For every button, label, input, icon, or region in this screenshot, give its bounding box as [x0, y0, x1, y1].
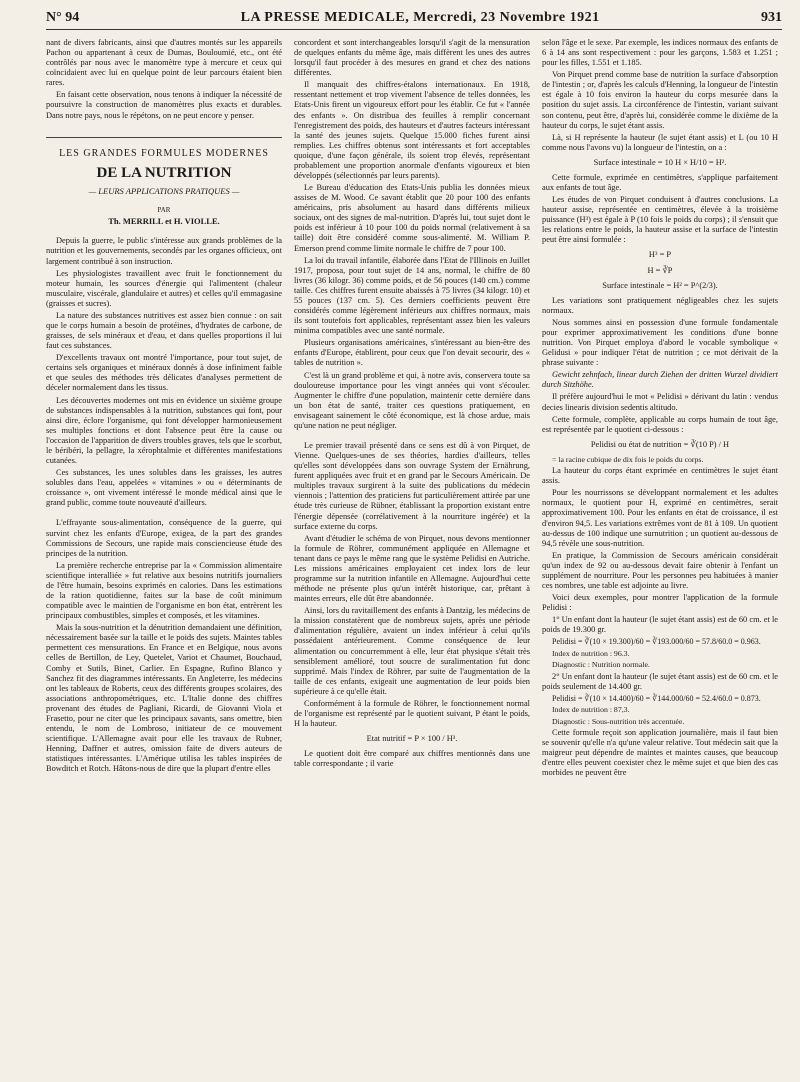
- example-1-formula: Pelidisi = ∛(10 × 19.300)/60 = ∛193.000/60 = 57.8/60.0 = 0.963.: [552, 637, 761, 647]
- article-authors: Th. MERRILL et H. VIOLLE.: [108, 216, 220, 227]
- paragraph: selon l'âge et le sexe. Par exemple, les indices normaux des enfants de 6 à 14 ans sont respectivement : pour les garçons, 1.583 et 1.251 ; pour les filles, 1.551 et 1.185.: [542, 38, 778, 68]
- german-quote: Gewicht zehnfach, linear durch Ziehen der dritten Wurzel dividiert durch Sitzhöhe.: [542, 370, 778, 390]
- paragraph: D'excellents travaux ont montré l'importance, pour tout sujet, de certains sels organiques et minéraux donnés à dose infiniment faible et que seules des méthodes très délicates d'analyses permettent de déceler normalement dans les tissus.: [46, 353, 282, 393]
- column-3: [542, 38, 778, 1068]
- paragraph: Le quotient doit être comparé aux chiffres mentionnés dans une table correspondante ; il varie: [294, 749, 530, 769]
- example-1-diagnosis: Diagnostic : Nutrition normale.: [552, 660, 650, 670]
- spacer: [46, 510, 282, 518]
- paragraph: Les études de von Pirquet conduisent à d'autres conclusions. La hauteur assise, représentée en centimètres, élevée à la troisième puissance (H³) est égale à P (10 fois le poids du corps) ; il s'ensuit que les relations entre le poids, la hauteur assise et la surface de l'intestin peut être ainsi formulée :: [542, 195, 778, 245]
- paragraph: concordent et sont interchangeables lorsqu'il s'agit de la mensuration de quelques enfants du même âge, mais diffèrent les unes des autres lorsqu'il faut procéder à des mesures en grand et chez des nations différentes.: [294, 38, 530, 78]
- paragraph: Ces substances, les unes solubles dans les graisses, les autres solubles dans l'eau, appelées « vitamines » ou « déterminants de croissance », ont vivement intéressé le monde médical ainsi que le grand public, comme toute nouveauté d'ailleurs.: [46, 468, 282, 508]
- example-1-index: Index de nutrition : 96.3.: [552, 649, 630, 658]
- paragraph: Avant d'étudier le schéma de von Pirquet, nous devons mentionner la formule de Röhrer, communément appliquée en Allemagne et tenant dans ce pays le même rang que le système Pelidisi en Autriche. Les missions américaines employaient cet index lors de leur programme sur la nutrition infantile en Allemagne. Aujourd'hui cette méthode ne présente plus qu'un intérêt historique, car, prêtant à maintes erreurs, elle dût être abandonnée.: [294, 533, 530, 604]
- paragraph: En pratique, la Commission de Secours américain considérait qu'un index de 92 ou au-dessous devait faire obtenir à l'enfant un supplément de nourriture. Pour les personnes peu habituées à manier ces nombres, une table est adjointe au livre.: [542, 550, 778, 591]
- paragraph: En faisant cette observation, nous tenons à indiquer la nécessité de poursuivre la construction de manomètres plus exacts et durables. Dans notre pays, nous le répétons, on ne peut encore y penser.: [46, 90, 282, 120]
- article-title: DE LA NUTRITION: [96, 164, 232, 181]
- paragraph: L'effrayante sous-alimentation, conséquence de la guerre, qui survint chez les enfants d'Europe, exigea, de la part des grandes Commissions de Secours, une rapide mais consciencieuse étude des principes de la nutrition.: [46, 518, 282, 558]
- paragraph: Le premier travail présenté dans ce sens est dû à von Pirquet, de Vienne. Quelques-unes de ses théories, hardies d'ailleurs, telles qu'elles sont développées dans son ouvrage System der Ernährung, furent appliquées avec fruit et en grand par le Secours Américain. De multiples travaux surgirent à la suite des publications du médecin viennois ; l'attention des praticiens fut particulièrement attirée par une étude très curieuse de Rübner, établissant la proportion existant entre l'énergie dépensée (corrélativement à la nourriture ingérée) et la surface externe du corps.: [294, 440, 530, 531]
- paragraph: Conformément à la formule de Röhrer, le fonctionnement normal de l'organisme est représenté par le quotient suivant, P étant le poids, H la hauteur.: [294, 698, 530, 729]
- paragraph: La hauteur du corps étant exprimée en centimètres le sujet étant assis.: [542, 466, 778, 486]
- divider: [46, 137, 282, 138]
- paragraph: La première recherche entreprise par la « Commission alimentaire scientifique interalliée » fut relative aux besoins nutritifs journaliers de l'être humain, besoins exprimés en calories. Dans les estimations de la ration quotidienne, faites sur la base de coût minimum compatible avec le maintien de l'organisme en bon état, entrèrent les principaux combustibles, simples et composés, et les vitamines.: [46, 560, 282, 621]
- issue-number: N° 94: [46, 10, 80, 25]
- paragraph: Cette formule reçoit son application journalière, mais il faut bien se souvenir qu'elle n'a qu'une valeur relative. Tout médecin sait que la maigreur peut dépendre de maintes et maintes causes, que beaucoup d'entre elles peuvent coexister chez le même sujet et que bien des cas morbides ne peuvent être: [542, 728, 778, 778]
- paragraph: Cette formule, complète, applicable au corps humain de tout âge, est représentée par le quotient ci-dessous :: [542, 414, 778, 434]
- paragraph: Voici deux exemples, pour montrer l'application de la formule Pelidisi :: [542, 593, 778, 613]
- paragraph: Les variations sont pratiquement négligeables chez les sujets normaux.: [542, 295, 778, 315]
- paragraph: Von Pirquet prend comme base de nutrition la surface d'absorption de l'intestin ; or, d'après les calculs d'Henning, la longueur de l'intestin est égale à 10 fois environ la hauteur du corps mesurée dans la position du sujet assis. La circonférence de l'intestin, variant suivant son contenu, peut être, d'après lui, considérée comme le dixième de la hauteur du corps, le sujet étant assis.: [542, 70, 778, 130]
- paragraph: Ainsi, lors du ravitaillement des enfants à Dantzig, les médecins de la mission constatèrent que de nombreux sujets, après une période d'alimentation régulière, avaient un index inférieur à celui qu'ils possédaient antérieurement. Comme conséquence de leur alimentation ou concurremment à elle, leur état physique s'était très sensiblement amélioré, tout soucre de suralimentation fut donc supprimé. Mais l'index de Röhrer, par suite de l'augmentation de la taille de ces enfants, exigeait une augmentation de leur poids bien supérieure à ce qu'elle était.: [294, 606, 530, 696]
- paragraph: nant de divers fabricants, ainsi que d'autres montés sur les appareils Pachon ou appartenant à ceux de Dumas, Bouloumié, etc., ont été contrôlés par nous avec le manomètre type à mercure et ceux qui coïncidaient avec lui en quelque point de leur parcours étaient bien rares.: [46, 38, 282, 88]
- paragraph: 1° Un enfant dont la hauteur (le sujet étant assis) est de 60 cm. et le poids de 19.300 gr.: [542, 615, 778, 635]
- columns: [46, 38, 782, 1068]
- formula-line: H = ∛P: [647, 265, 673, 275]
- article-supertitle: LES GRANDES FORMULES MODERNES: [59, 147, 269, 159]
- paragraph: Depuis la guerre, le public s'intéresse aux grands problèmes de la nutrition et les gouvernements, secondés par les organes officieux, ont largement contribué à son instruction.: [46, 236, 282, 266]
- paragraph: C'est là un grand problème et qui, à notre avis, conservera toute sa douloureuse importance pour les vingt années qui vont s'écouler. Augmenter le chiffre d'une population, maintenir cette dernière dans un bon état de santé, traiter ces questions pratiquement, en envisageant sainement le côté économique, est là chose ardue, mais qu'une nation ne peut négliger.: [294, 370, 530, 430]
- by-label: PAR: [157, 205, 171, 214]
- paragraph: La nature des substances nutritives est assez bien connue : on sait que le corps humain a besoin de protéines, d'hydrates de carbone, de graisses, de sels minéraux et d'eau, et dans quelles proportions il lui faut ces substances.: [46, 310, 282, 351]
- example-2-diagnosis: Diagnostic : Sous-nutrition très accentuée.: [552, 716, 685, 726]
- example-2-index: Index de nutrition : 87,3.: [552, 705, 630, 715]
- paragraph: Nous sommes ainsi en possession d'une formule fondamentale pour exprimer approximativement les conditions d'une bonne nutrition. Von Pirquet employa d'abord le vocable symbolique « Gelidusi » pour indiquer l'état de nutrition ; ce mot dérivait de la phrase suivante :: [542, 317, 778, 368]
- paragraph: La loi du travail infantile, élaborée dans l'Etat de l'Illinois en Juillet 1917, proposa, pour tout sujet de 14 ans, normal, le chiffre de 80 livres (36 kilogr. 36) comme poids, et de 56 pouces (140 cm.) comme taille. Ces chiffres furent ensuite abaissés à 75 livres (34 kilogr. 10) et 55 pouces (137 cm. 5). Ces derniers coefficients peuvent être considérés comme légèrement inférieurs aux chiffres normaux, mais ils sont toutefois fort applicables, représentant assez bien les valeurs minima compatibles avec une santé normale.: [294, 255, 530, 336]
- paragraph: Plusieurs organisations américaines, s'intéressant au bien-être des enfants d'Europe, établirent, pour ceux que l'on devait secourir, des « tables de nutrition ».: [294, 338, 530, 368]
- example-2-formula: Pelidisi = ∛(10 × 14.400)/60 = ∛144.000/60 = 52.4/60.0 = 0.873.: [552, 693, 761, 703]
- formula-line: Surface intestinale = H² = P^(2/3).: [602, 280, 718, 290]
- paragraph: Là, si H représente la hauteur (le sujet étant assis) et L (ou 10 H comme nous l'avons vu) la longueur de l'intestin, on a :: [542, 132, 778, 152]
- paragraph: Les découvertes modernes ont mis en évidence un sixième groupe de substances indispensables à la nutrition, substances qui font, pour ainsi dire, éclore l'organisme, qui font développer harmonieusement ses multiples fonctions et dont l'absence peut être la cause ou l'occasion de l'apparition de divers troubles graves, tels que le scorbut, le béribéri, la pellagre, la xérophtalmie et différentes manifestations cutanées.: [46, 395, 282, 466]
- paragraph: 2° Un enfant dont la hauteur (le sujet étant assis) est de 60 cm. et le poids seulement de 14.400 gr.: [542, 671, 778, 691]
- page-number: 931: [761, 10, 782, 25]
- paragraph: Mais la sous-nutrition et la dénutrition demandaient une définition, nécessairement basée sur la taille et le poids des sujets. Maintes tables permettent ces mensurations. En France et en Belgique, nous avons celles de Bertillon, de Ley, Quetelet, Variot et Chaumet, Bouchaud, Comby et Sutils, Binet, Carlier. En Espagne, Rufino Blanco y Sanchez fit des diagrammes intéressants. En Angleterre, les médecins ont les tableaux de Roberts, ceux des différents groupes scolaires, des associations anthropométriques, etc. L'Italie donne des chiffres provenant des études de Pagliani, Ricardi, de Giovanni Viola et Frasetto, pour ne citer que les principaux savants, sans omettre, bien entendu, le nom de Lombroso, initiateur de ce mouvement scientifique. L'Allemagne avait pour elle les travaux de Rubner, Henning, Daffner et autres, omission faite de divers auteurs de statistiques intéressantes. L'Amérique utilisa les tables inspirées de Bowditch et Rotch. Hâtons-nous de dire que la plupart d'entre elles: [46, 623, 282, 774]
- rohrer-formula: Etat nutritif = P × 100 / H³.: [366, 734, 458, 744]
- paragraph: Le Bureau d'éducation des Etats-Unis publia les données mieux assises de M. Wood. Ce savant établit que 20 pour 100 des enfants américains, pris absolument au hasard dans différents milieux sociaux, ont des signes de mal-nutrition. D'après lui, tout sujet dont le poids est inférieur à 10 pour 100 du poids normal (relativement à sa taille) doit être considéré comme sous-alimenté. M. William P. Emerson prend comme limite normale le chiffre de 7 pour 100.: [294, 183, 530, 253]
- journal-title: LA PRESSE MEDICALE, Mercredi, 23 Novembre 1921: [240, 10, 600, 25]
- paragraph: Les physiologistes travaillent avec fruit le fonctionnement du moteur humain, les sources d'énergie qui l'alimentent (chaleur musculaire, viscérale, glandulaire et autres) et celles qu'il emmagasine (graisses et sucres).: [46, 268, 282, 308]
- formula-line: H³ = P: [648, 250, 672, 260]
- paragraph: Cette formule, exprimée en centimètres, s'applique parfaitement aux enfants de tout âge.: [542, 172, 778, 193]
- column-2: [294, 38, 530, 1068]
- article-subtitle: — LEURS APPLICATIONS PRATIQUES —: [88, 185, 240, 196]
- formula-note: = la racine cubique de dix fois le poids du corps.: [552, 454, 704, 464]
- intestinal-surface-formula: Surface intestinale = 10 H × H/10 = H².: [593, 157, 727, 167]
- paragraph: Il manquait des chiffres-étalons internationaux. En 1918, ressentant nettement et trop vivement l'absence de telles données, les Etats-Unis firent un vigoureux effort pour les établir. Ce fut « l'année des enfants ». On distribua des feuilles à remplir concernant l'enregistrement des poids, des hauteurs et d'autres facteurs intéressant la santé des jeunes sujets. Quelque 15.000 fiches furent ainsi remplies. Les chiffres obtenus sont intéressants et fort acceptables quoique, d'une façon générale, ils soient trop élevés, représentant probablement une proportion anormale d'enfants vigoureux et bien développés (sélectionnés par leurs parents).: [294, 80, 530, 181]
- spacer: [294, 433, 530, 441]
- paragraph: Pour les nourrissons se développant normalement et les adultes normaux, le quotient pour H, exprimé en centimètres, serait approximativement 100. Pour les enfants en état de croissance, il est d'environ 94,5. Les variations extrêmes vont de 81 à 109. Un quotient au-dessus de 100 indique une surnutrition ; un quotient au-dessous de 94,5 révèle une sous-nutrition.: [542, 488, 778, 548]
- pelidisi-formula: Pelidisi ou état de nutrition = ∛(10 P) / H: [590, 439, 730, 449]
- column-1: [46, 38, 282, 1068]
- paragraph: Il préfère aujourd'hui le mot « Pelidisi » dérivant du latin : vendus decies linearis division sedentis altitudo.: [542, 392, 778, 412]
- page-header: [46, 10, 782, 30]
